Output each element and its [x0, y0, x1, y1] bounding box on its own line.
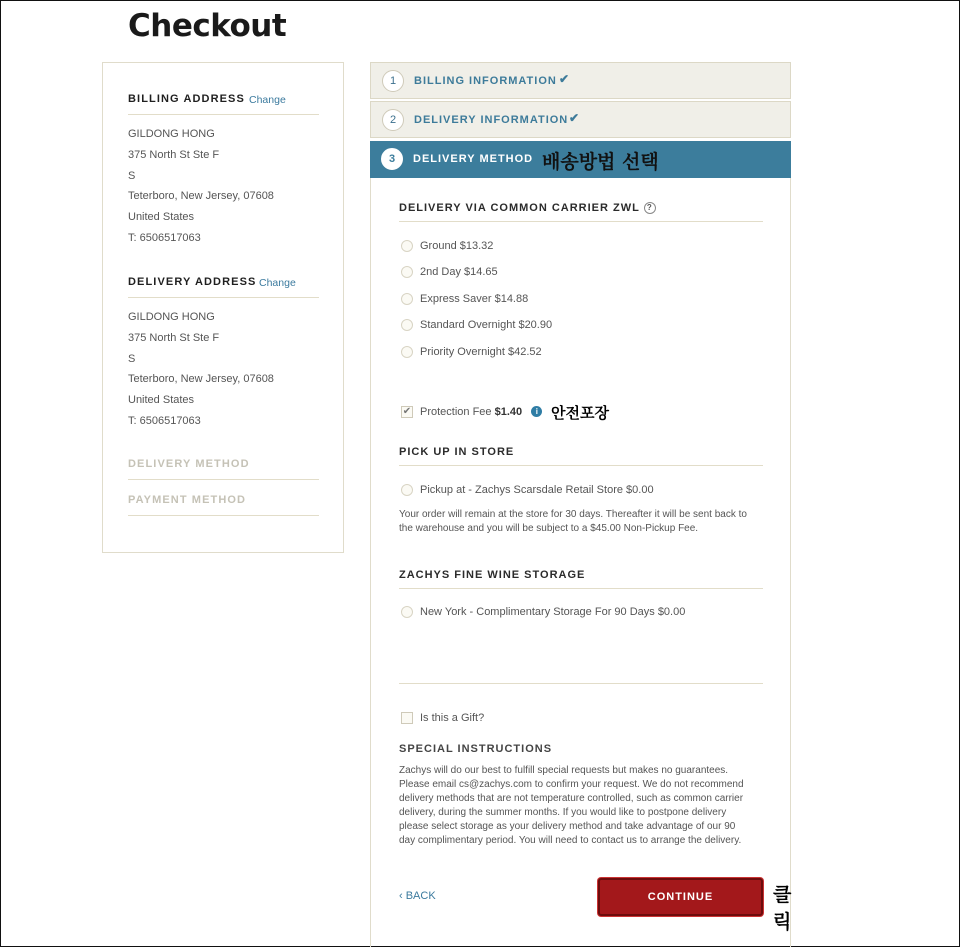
special-instructions-text: Zachys will do our best to fulfill special requests but makes no guarantees. Please email cs@zachys.com to confirm your request. We do not recommend delivery methods that are not temperature controlled, such as common carrier delivery, during the summer months. If you would like to postpone delivery please select storage as your delivery method and take advantage of our 90 day complimentary period. You will need to contact us to arrange the delivery. [399, 765, 744, 846]
check-icon: ✔ [569, 111, 580, 125]
protection-fee-label: Protection Fee [420, 406, 492, 418]
storage-heading: ZACHYS FINE WINE STORAGE [399, 569, 586, 581]
billing-country: United States [128, 211, 195, 224]
summary-payment-method-label: PAYMENT METHOD [128, 494, 247, 506]
annotation-safe-packaging: 안전포장 [551, 404, 609, 422]
step-delivery-information[interactable] [370, 101, 791, 138]
billing-address-label: BILLING ADDRESS [128, 93, 245, 105]
gift-label: Is this a Gift? [420, 712, 485, 724]
back-link[interactable]: ‹ BACK [399, 890, 436, 902]
delivery-change-link[interactable]: Change [259, 277, 296, 289]
step-number: 3 [381, 148, 403, 170]
step-delivery-method [370, 141, 791, 178]
delivery-address-header [128, 269, 319, 298]
order-summary-panel [102, 62, 344, 553]
delivery-unit: S [128, 352, 136, 365]
summary-delivery-method [128, 451, 319, 480]
pickup-heading: PICK UP IN STORE [399, 446, 515, 458]
pickup-note: Your order will remain at the store for 30 days. Thereafter it will be sent back to the warehouse and you will be subject to a $45.00 Non-Pickup Fee. [399, 509, 747, 534]
delivery-name: GILDONG HONG [128, 311, 215, 323]
check-icon: ✔ [559, 72, 570, 86]
step-label: DELIVERY INFORMATION [414, 114, 569, 126]
radio-button[interactable] [401, 319, 413, 331]
help-icon[interactable]: ? [644, 202, 656, 214]
special-instructions-heading: SPECIAL INSTRUCTIONS [399, 743, 553, 755]
delivery-city: Teterboro, New Jersey, 07608 [128, 373, 274, 386]
summary-payment-method [128, 487, 319, 516]
delivery-address-block [128, 307, 274, 432]
pickup-section-header [399, 444, 763, 466]
annotation-click: 클릭 [773, 884, 792, 933]
carrier-heading: DELIVERY VIA COMMON CARRIER ZWL ? [399, 202, 656, 214]
step-number: 2 [382, 109, 404, 131]
gift-checkbox[interactable] [401, 712, 413, 724]
radio-button[interactable] [401, 266, 413, 278]
section-divider [399, 683, 763, 684]
delivery-method-panel: DELIVERY VIA COMMON CARRIER ZWL ? Ground $13.32 2nd Day $14.65 Express Saver $14.88 Standard Overnight $20.90 Priority Overnight $42.52 ✔ Protection Fee $1.40 i 안전포장 PICK UP IN STORE Pickup at - Zachys Scarsdale Retail Store $0.00 Your order will remain at the store for 30 days. Thereafter it will be sent back to the warehouse and you will be subject to a $45.00 Non-Pickup Fee. ZACHYS FINE WINE STORAGE New York - Complimentary Storage For 90 Days $0.00 Is this a Gift? SPECIAL INSTRUCTIONS Zachys will do our best to fulfill special requests but makes no guarantees. Please email cs@zachys.com to confirm your request. We do not recommend delivery methods that are not temperature controlled, such as common carrier delivery, during the summer months. If you would like to postpone delivery please select storage as your delivery method and take advantage of our 90 day complimentary period. You will need to contact us to arrange the delivery. ‹ BACK CONTINUE 클릭 [370, 178, 791, 947]
radio-button[interactable] [401, 606, 413, 618]
delivery-country: United States [128, 394, 195, 407]
delivery-address-label: DELIVERY ADDRESS [128, 276, 257, 288]
delivery-phone: T: 6506517063 [128, 414, 201, 427]
carrier-section-header [399, 200, 763, 222]
billing-change-link[interactable]: Change [249, 94, 286, 106]
billing-unit: S [128, 169, 136, 182]
billing-street: 375 North St Ste F [128, 148, 220, 161]
billing-name: GILDONG HONG [128, 128, 215, 140]
info-icon[interactable]: i [531, 406, 542, 417]
billing-address-block [128, 124, 274, 249]
billing-phone: T: 6506517063 [128, 231, 201, 244]
protection-fee-checkbox[interactable]: ✔ [402, 406, 412, 417]
radio-button[interactable] [401, 240, 413, 252]
page-title: Checkout [128, 8, 287, 44]
step-billing-information[interactable] [370, 62, 791, 99]
billing-city: Teterboro, New Jersey, 07608 [128, 190, 274, 203]
radio-button[interactable] [401, 484, 413, 496]
annotation-select-delivery: 배송방법 선택 [542, 151, 659, 173]
storage-section-header [399, 567, 763, 589]
protection-fee-price: $1.40 [494, 406, 523, 418]
continue-button[interactable]: CONTINUE [598, 878, 763, 916]
radio-button[interactable] [401, 346, 413, 358]
delivery-street: 375 North St Ste F [128, 331, 220, 344]
special-instructions-header [399, 741, 763, 762]
step-number: 1 [382, 70, 404, 92]
summary-delivery-method-label: DELIVERY METHOD [128, 458, 250, 470]
billing-address-header [128, 86, 319, 115]
step-label: DELIVERY METHOD [413, 153, 534, 165]
radio-button[interactable] [401, 293, 413, 305]
step-label: BILLING INFORMATION [414, 75, 557, 87]
